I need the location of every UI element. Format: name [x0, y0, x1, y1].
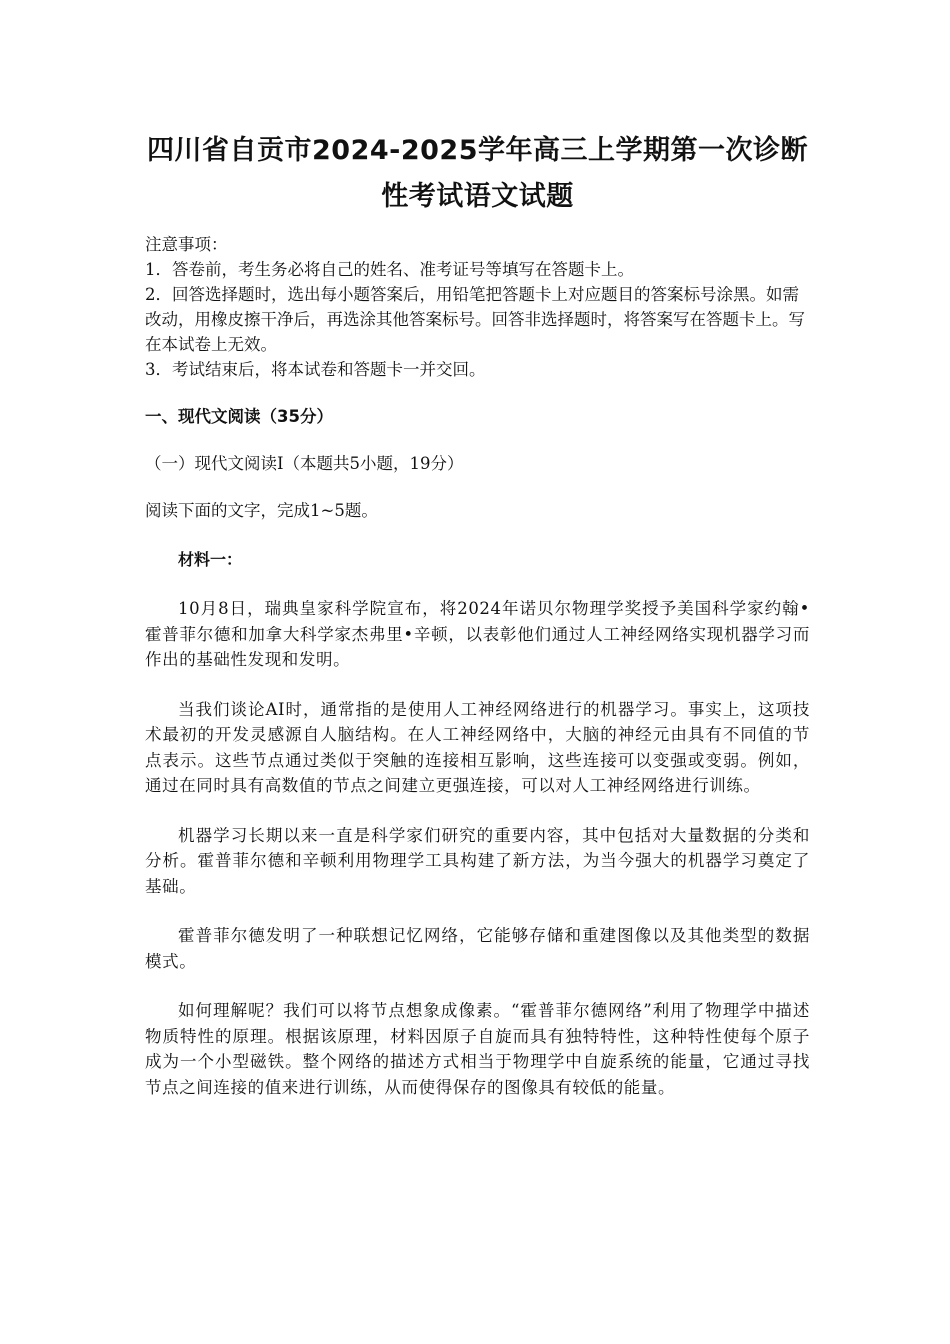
paragraph-3: 机器学习长期以来一直是科学家们研究的重要内容，其中包括对大量数据的分类和分析。霍普菲尔德和辛顿利用物理学工具构建了新方法，为当今强大的机器学习奠定了基础。 [145, 825, 810, 896]
notice-block [145, 232, 810, 382]
paragraph-5: 如何理解呢？我们可以将节点想象成像素。“霍普菲尔德网络”利用了物理学中描述物质特性的原理。根据该原理，材料因原子自旋而具有独特特性，这种特性使每个原子成为一个小型磁铁。整个网络的描述方式相当于物理学中自旋系统的能量，它通过寻找节点之间连接的值来进行训练，从而使得保存的图像具有较低的能量。 [145, 1001, 810, 1097]
paragraph-1: 10月8日，瑞典皇家科学院宣布，将2024年诺贝尔物理学奖授予美国科学家约翰•霍普菲尔德和加拿大科学家杰弗里•辛顿，以表彰他们通过人工神经网络实现机器学习而作出的基础性发现和发明。 [145, 599, 810, 669]
exam-title-line1: 四川省自贡市2024-2025学年高三上学期第一次诊断 [147, 135, 808, 166]
exam-title [145, 128, 810, 220]
exam-page [145, 128, 810, 1100]
notice-heading: 注意事项： [145, 235, 228, 254]
material-1-heading: 材料一： [178, 550, 243, 569]
paragraph-4: 霍普菲尔德发明了一种联想记忆网络，它能够存储和重建图像以及其他类型的数据模式。 [145, 926, 810, 971]
notice-item-1: 1．答卷前，考生务必将自己的姓名、准考证号等填写在答题卡上。 [145, 260, 634, 279]
notice-item-3: 3．考试结束后，将本试卷和答题卡一并交回。 [145, 360, 486, 379]
section-heading-reading: 一、现代文阅读（35分） [145, 407, 333, 426]
exam-title-line2: 性考试语文试题 [381, 181, 574, 212]
subsection-heading-reading-1: （一）现代文阅读Ⅰ（本题共5小题，19分） [145, 454, 464, 473]
reading-instruction: 阅读下面的文字，完成1~5题。 [145, 501, 378, 520]
paragraph-2: 当我们谈论AI时，通常指的是使用人工神经网络进行的机器学习。事实上，这项技术最初的开发灵感源自人脑结构。在人工神经网络中，大脑的神经元由具有不同值的节点表示。这些节点通过类似于突触的连接相互影响，这些连接可以变强或变弱。例如，通过在同时具有高数值的节点之间建立更强连接，可以对人工神经网络进行训练。 [145, 699, 810, 795]
notice-item-2: 2．回答选择题时，选出每小题答案后，用铅笔把答题卡上对应题目的答案标号涂黑。如需改动，用橡皮擦干净后，再选涂其他答案标号。回答非选择题时，将答案写在答题卡上。写在本试卷上无效。 [145, 285, 805, 354]
